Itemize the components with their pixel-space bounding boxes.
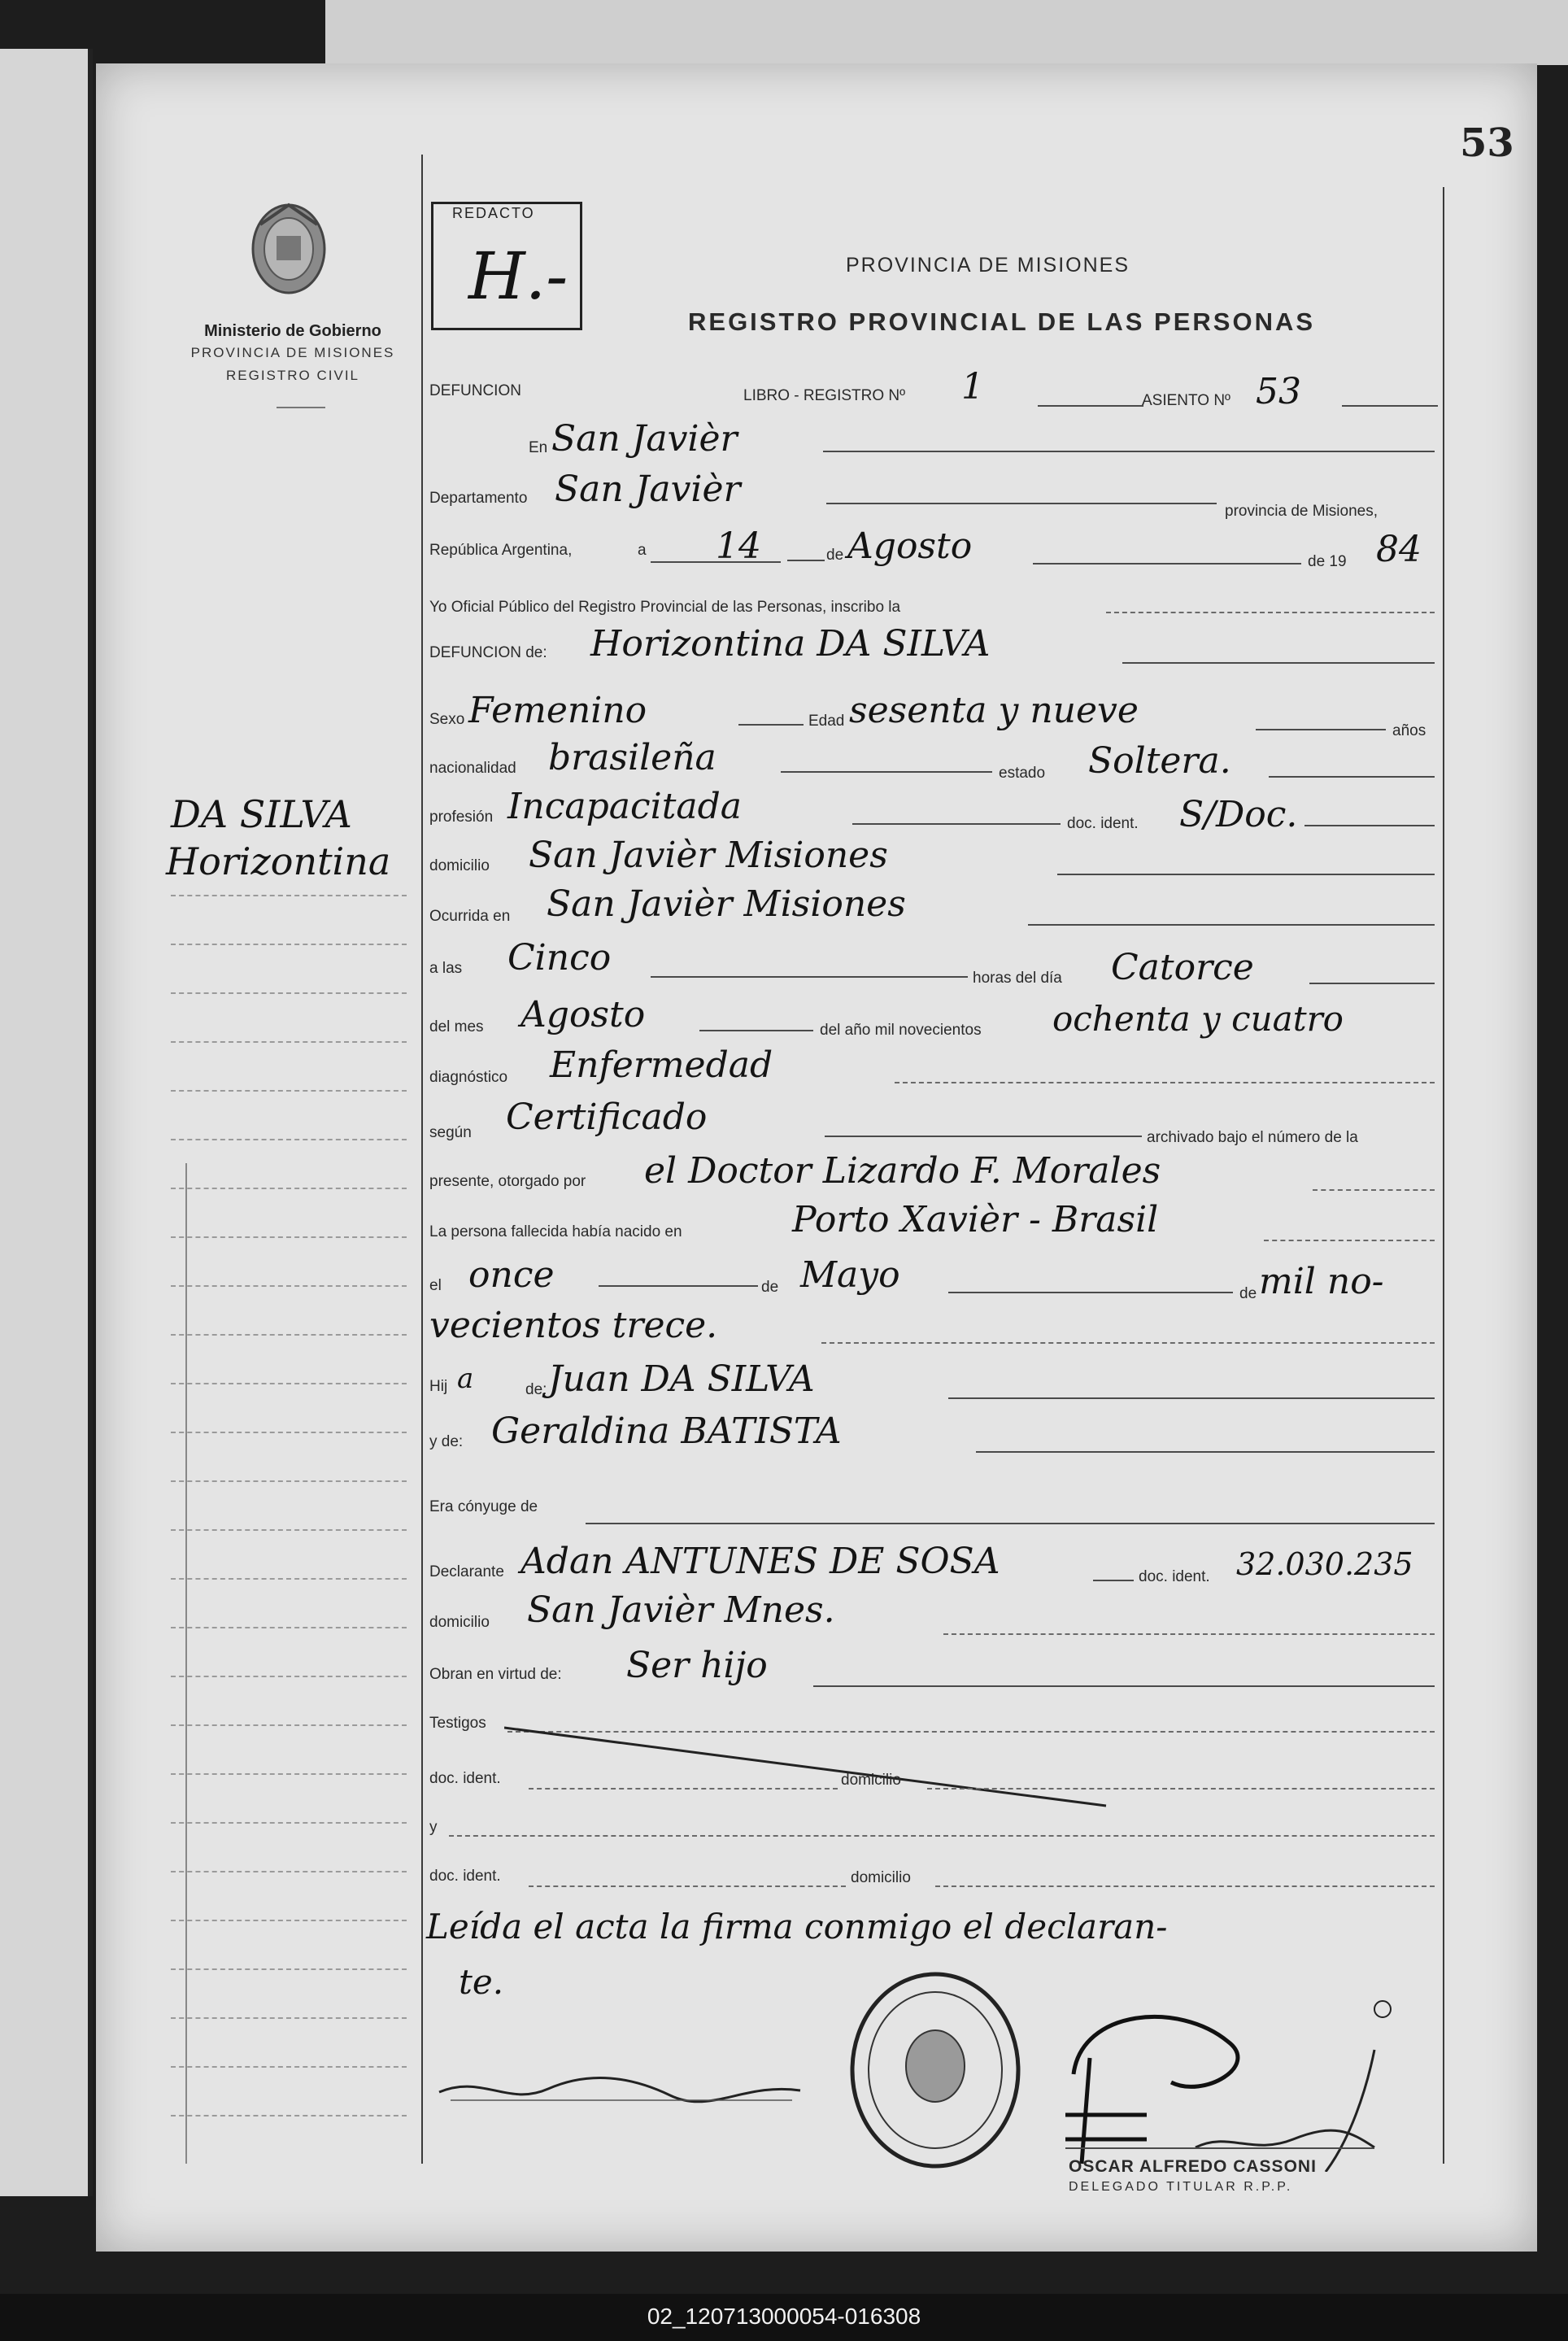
diagnostico-label: diagnóstico [429,1069,508,1086]
ministry-civil-registry: REGISTRO CIVIL [225,368,360,383]
libro-label: LIBRO - REGISTRO Nº [743,387,906,404]
provincia-text: provincia de Misiones, [1225,503,1378,520]
de-label-2: de [761,1279,779,1296]
decl-domicilio-label: domicilio [429,1614,490,1631]
a-las-value: Cinco [507,937,612,979]
profesion-value: Incapacitada [507,786,743,827]
edad-label: Edad [808,713,845,730]
en-value: San Javièr [551,418,738,460]
margin-surname: DA SILVA [171,792,352,836]
doc-ident-2-label: doc. ident. [429,1868,501,1885]
republica-label: República Argentina, [429,542,573,559]
province-heading: PROVINCIA DE MISIONES [846,254,1130,277]
profesion-label: profesión [429,809,494,826]
conyuge-label: Era cónyuge de [429,1498,538,1515]
asiento-value: 53 [1256,371,1301,412]
hij-suffix: a [457,1362,474,1395]
decl-doc-label: doc. ident. [1139,1568,1210,1585]
nacido-value: Porto Xavièr - Brasil [792,1199,1159,1240]
de-label-3: de [1239,1285,1257,1302]
redacto-mark: H.- [468,238,568,314]
obran-value: Ser hijo [626,1645,768,1686]
edad-value: sesenta y nueve [849,690,1139,731]
birth-day: once [468,1254,555,1296]
doc-ident-label: doc. ident. [1067,815,1139,832]
el-label: el [429,1277,442,1294]
father-value: Juan DA SILVA [548,1358,815,1400]
a-las-label: a las [429,960,463,977]
decl-doc-value: 32.030.235 [1236,1546,1413,1582]
oficial-text: Yo Oficial Público del Registro Provincial de las Personas, inscribo la [429,599,901,616]
sexo-value: Femenino [468,690,647,731]
witness-strike-line [504,1724,1122,1818]
defuncion-label: DEFUNCION [429,382,521,399]
decl-domicilio-value: San Javièr Mnes. [527,1589,835,1631]
birth-year-line2: vecientos trece. [429,1305,718,1346]
obran-label: Obran en virtud de: [429,1666,562,1683]
segun-value: Certificado [506,1096,708,1138]
redacto-label: REDACTO [452,205,535,221]
estado-label: estado [999,765,1046,782]
diagnostico-value: Enfermedad [550,1044,773,1086]
doc-ident-1-label: doc. ident. [429,1770,501,1787]
registry-heading: REGISTRO PROVINCIAL DE LAS PERSONAS [688,307,1316,336]
ano-value: ochenta y cuatro [1052,999,1344,1039]
official-name: OSCAR ALFREDO CASSONI [1069,2157,1317,2176]
year-prefix: de 19 [1308,553,1347,570]
coat-of-arms-icon [244,200,333,302]
declarante-value: Adan ANTUNES DE SOSA [520,1541,1000,1582]
y-de-label: y de: [429,1433,464,1450]
mother-value: Geraldina BATISTA [491,1410,842,1452]
segun-label: según [429,1124,472,1141]
nacido-label: La persona fallecida había nacido en [429,1223,682,1240]
hij-label: Hij [429,1378,448,1395]
anos-label: años [1392,722,1426,739]
nacionalidad-value: brasileña [548,737,716,778]
presente-label: presente, otorgado por [429,1173,586,1190]
estado-value: Soltera. [1088,740,1231,782]
ministry-province: PROVINCIA DE MISIONES [190,345,395,360]
official-title: DELEGADO TITULAR R.P.P. [1069,2180,1293,2194]
de-label: de [826,547,844,564]
declarante-label: Declarante [429,1563,504,1580]
en-label: En [529,439,548,456]
declarant-signature [434,2058,808,2123]
official-signature [1049,1977,1407,2176]
del-ano-label: del año mil novecientos [820,1022,982,1039]
ocurrida-value: San Javièr Misiones [547,883,906,925]
y-label: y [429,1819,438,1836]
year-value: 84 [1376,529,1422,570]
mes-value: Agosto [520,994,646,1035]
page-top-edge [325,0,1568,65]
domicilio-label: domicilio [429,857,490,874]
image-caption: 02_120713000054-016308 [647,2304,921,2329]
doc-ident-value: S/Doc. [1179,794,1298,835]
de-parent-label: de: [525,1381,547,1398]
ocurrida-label: Ocurrida en [429,908,511,925]
archivado-text: archivado bajo el número de la [1147,1129,1358,1146]
ministry-name: Ministerio de Gobierno [204,322,381,340]
deceased-name: Horizontina DA SILVA [590,623,991,665]
presente-value: el Doctor Lizardo F. Morales [644,1150,1161,1192]
closing-line-2: te. [459,1962,504,2002]
asiento-label: ASIENTO Nº [1142,392,1230,409]
closing-line-1: Leída el acta la firma conmigo el declaran- [426,1907,1168,1946]
domicilio-value: San Javièr Misiones [529,835,888,876]
domicilio-2-label: domicilio [851,1869,911,1886]
birth-year-line1: mil no- [1259,1261,1384,1302]
birth-month: Mayo [800,1254,900,1296]
page-number: 53 [1460,120,1514,166]
testigos-label: Testigos [429,1715,486,1732]
dia-value: Catorce [1111,947,1254,988]
libro-value: 1 [961,366,984,408]
nacionalidad-label: nacionalidad [429,760,516,777]
defuncion-de-label: DEFUNCION de: [429,644,547,661]
month-value: Agosto [847,525,973,567]
day-value: 14 [716,525,761,567]
official-seal [846,1968,1025,2176]
a-label: a [638,542,647,559]
departamento-value: San Javièr [555,469,741,510]
del-mes-label: del mes [429,1018,484,1035]
domicilio-1-label: domicilio [841,1772,901,1789]
margin-given-name: Horizontina [166,839,391,883]
departamento-label: Departamento [429,490,528,507]
sexo-label: Sexo [429,711,465,728]
horas-label: horas del día [973,970,1062,987]
left-page-edge [0,49,93,2196]
